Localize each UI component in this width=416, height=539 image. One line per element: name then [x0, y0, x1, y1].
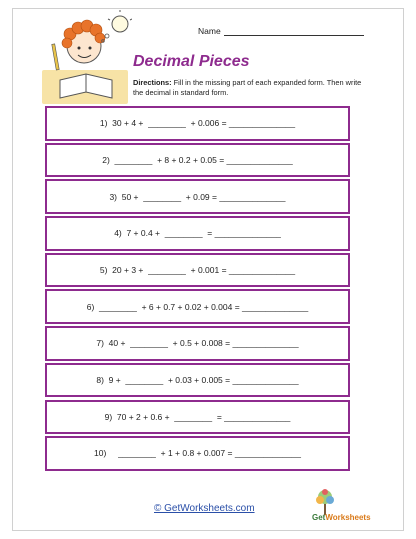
problem-box[interactable]: 6) ________ + 6 + 0.7 + 0.02 + 0.004 = ______________: [45, 289, 350, 324]
directions: [133, 78, 369, 98]
problem-box[interactable]: 9) 70 + 2 + 0.6 + ________ = ______________: [45, 400, 350, 435]
problem-box[interactable]: 1) 30 + 4 + ________ + 0.006 = ______________: [45, 106, 350, 141]
worksheet-title: Decimal Pieces: [133, 53, 250, 70]
problem-box[interactable]: 8) 9 + ________ + 0.03 + 0.005 = ______________: [45, 363, 350, 398]
problem-box[interactable]: 7) 40 + ________ + 0.5 + 0.008 = ______________: [45, 326, 350, 361]
problem-box[interactable]: 4) 7 + 0.4 + ________ = ______________: [45, 216, 350, 251]
problem-box[interactable]: 10) ________ + 1 + 0.8 + 0.007 = ______________: [45, 436, 350, 471]
name-row: [198, 26, 364, 36]
child-reading-clipart-icon: [40, 10, 132, 106]
problem-list: [45, 106, 350, 473]
logo-text-worksheets: Worksheets: [325, 513, 371, 522]
name-label: Name: [198, 26, 221, 36]
problem-box[interactable]: 3) 50 + ________ + 0.09 = ______________: [45, 179, 350, 214]
name-blank-line[interactable]: [224, 35, 364, 36]
directions-text: Fill in the missing part of each expanded form. Then write the decimal in standard form.: [133, 78, 362, 97]
logo-text-get: Get: [312, 513, 326, 522]
problem-box[interactable]: 2) ________ + 8 + 0.2 + 0.05 = ______________: [45, 143, 350, 178]
problem-box[interactable]: 5) 20 + 3 + ________ + 0.001 = ______________: [45, 253, 350, 288]
getworksheets-logo-text: [312, 513, 371, 522]
directions-label: Directions:: [133, 78, 172, 87]
getworksheets-link[interactable]: © GetWorksheets.com: [154, 503, 255, 514]
